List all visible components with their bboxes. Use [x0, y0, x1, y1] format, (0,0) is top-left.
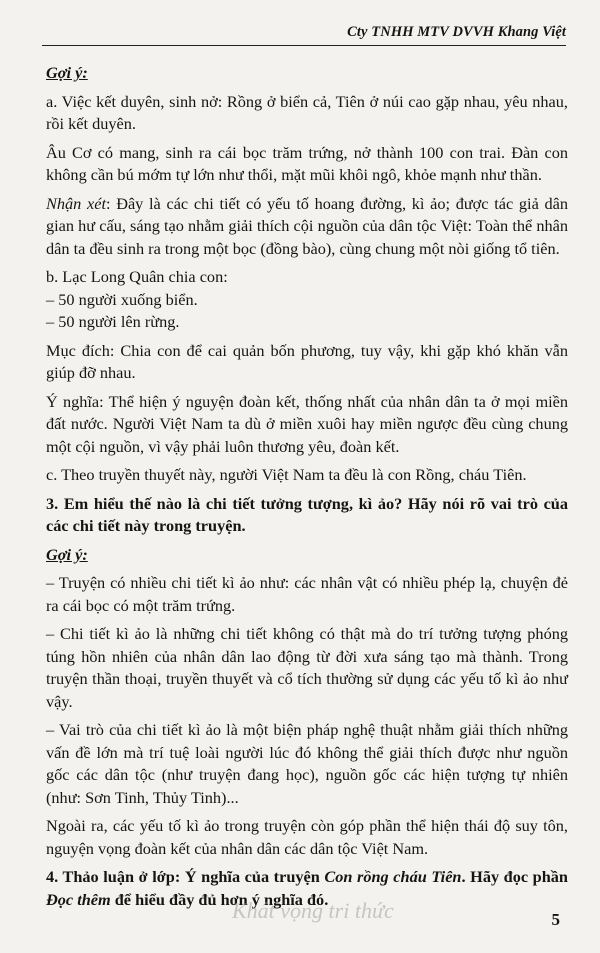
running-header: Cty TNHH MTV DVVH Khang Việt: [347, 24, 566, 40]
hint2-item-1: – Truyện có nhiều chi tiết kì ảo như: các nhân vật có nhiều phép lạ, chuyện đẻ ra cái bọc có một trăm trứng.: [46, 573, 568, 615]
page-content: [46, 62, 568, 917]
hint2-item-3: – Vai trò của chi tiết kì ảo là một biện pháp nghệ thuật nhằm giải thích những vấn đề lớn mà trí tuệ loài người lúc đó không thể giải thích được như nguồn gốc các dân tộc (như truyện đang học), nguồn gốc các hiện tượng tự nhiên (như: Sơn Tinh, Thủy Tinh)...: [46, 720, 568, 807]
auco-paragraph: Âu Cơ có mang, sinh ra cái bọc trăm trứng, nở thành 100 con trai. Đàn con không cần bú mớm tự lớn như thổi, mặt mũi khôi ngô, khỏe mạnh như thần.: [46, 142, 568, 184]
header-rule: [42, 45, 566, 46]
remark-label: Nhận xét: [46, 193, 106, 213]
b-item-2: – 50 người lên rừng.: [46, 312, 180, 331]
hint-label-2: Gợi ý:: [46, 544, 88, 564]
answer-b: [46, 266, 568, 334]
b-heading: b. Lạc Long Quân chia con:: [46, 267, 228, 286]
purpose-paragraph: Mục đích: Chia con để cai quản bốn phương, tuy vậy, khi gặp khó khăn vẫn giúp đỡ nhau.: [46, 340, 568, 382]
hint2-item-2: – Chi tiết kì ảo là những chi tiết không có thật mà do trí tưởng tượng phóng túng hồn nhiên của nhân dân lao động từ đời xưa sáng tạo mà thành. Trong truyện thần thoại, truyền thuyết và cổ tích thường sử dụng các yếu tố kì ảo như vậy.: [46, 624, 568, 711]
watermark: Khát vọng tri thức: [232, 898, 394, 923]
question-3: 3. Em hiểu thế nào là chi tiết tưởng tượng, kì ảo? Hãy nói rõ vai trò của các chi tiết này trong truyện.: [46, 493, 568, 535]
section-name: Đọc thêm: [46, 889, 111, 909]
b-item-1: – 50 người xuống biển.: [46, 289, 198, 309]
story-title: Con rồng cháu Tiên: [324, 867, 462, 886]
question-4: 4. Thảo luận ở lớp: Ý nghĩa của truyện Con rồng cháu Tiên. Hãy đọc phần Đọc thêm để hiểu đầy đủ hơn ý nghĩa đó.: [46, 867, 568, 909]
remark-paragraph: [46, 193, 568, 261]
hint-label: Gợi ý:: [46, 63, 88, 82]
meaning-paragraph: Ý nghĩa: Thể hiện ý nguyện đoàn kết, thống nhất của nhân dân ta ở mọi miền đất nước. Người Việt Nam ta dù ở miền xuôi hay miền ngược đều cùng chung một cội nguồn, vì vậy phải luôn thương yêu, đoàn kết.: [46, 391, 568, 456]
also-paragraph: Ngoài ra, các yếu tố kì ảo trong truyện còn góp phần thể hiện thái độ suy tôn, nguyện vọng đoàn kết của nhân dân các dân tộc Việt Nam.: [46, 816, 568, 858]
answer-c: c. Theo truyền thuyết này, người Việt Nam ta đều là con Rồng, cháu Tiên.: [46, 465, 527, 484]
page-number: 5: [551, 910, 560, 929]
remark-text: : Đây là các chi tiết có yếu tố hoang đường, kì ảo; được tác giả dân gian hư cấu, sáng tạo nhằm giải thích cội nguồn của dân tộc Việt: Toàn thể nhân dân ta đều sinh ra trong một bọc (đồng bào), cùng chung một nòi giống tổ tiên.: [46, 193, 569, 258]
answer-a: a. Việc kết duyên, sinh nở: Rồng ở biển cả, Tiên ở núi cao gặp nhau, yêu nhau, rồi kết duyên.: [46, 91, 568, 133]
